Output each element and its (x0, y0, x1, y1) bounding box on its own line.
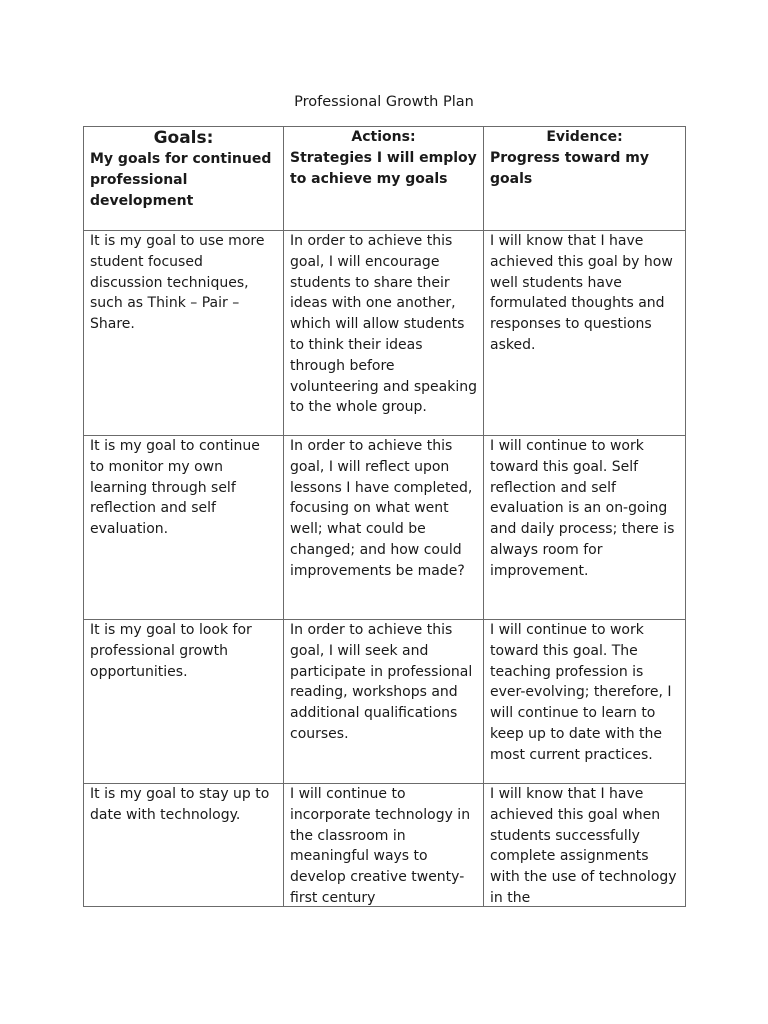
table-row (84, 784, 686, 907)
header-goals-subtitle: My goals for continued professional development (90, 151, 272, 209)
header-actions (284, 127, 484, 231)
header-actions-title: Actions: (351, 129, 416, 145)
evidence-cell (484, 620, 686, 784)
action-cell (284, 436, 484, 620)
action-text: I will continue to incorporate technology in the classroom in meaningful ways to develop creative twenty-first century (290, 786, 471, 906)
evidence-text: I will continue to work toward this goal. The teaching profession is ever-evolving; therefore, I will continue to learn to keep up to date with the most current practices. (490, 622, 672, 763)
goal-text: It is my goal to stay up to date with technology. (90, 786, 270, 823)
action-cell (284, 231, 484, 436)
evidence-text: I will continue to work toward this goal. Self reflection and self evaluation is an on-going and daily process; there is always room for improvement. (490, 438, 675, 579)
goal-cell (84, 784, 284, 907)
header-evidence-title: Evidence: (546, 129, 623, 145)
action-cell (284, 784, 484, 907)
growth-plan-table (83, 126, 686, 907)
header-goals-title: Goals: (153, 128, 214, 148)
document-title: Professional Growth Plan (294, 94, 474, 110)
table-row (84, 231, 686, 436)
table-header-row (84, 127, 686, 231)
goal-text: It is my goal to use more student focused discussion techniques, such as Think – Pair – Share. (90, 233, 265, 333)
action-text: In order to achieve this goal, I will encourage students to share their ideas with one another, which will allow students to think their ideas through before volunteering and speaking to the whole group. (290, 233, 477, 416)
action-text: In order to achieve this goal, I will seek and participate in professional reading, workshops and additional qualifications courses. (290, 622, 473, 742)
action-text: In order to achieve this goal, I will reflect upon lessons I have completed, focusing on what went well; what could be changed; and how could improvements be made? (290, 438, 473, 579)
goal-text: It is my goal to look for professional growth opportunities. (90, 622, 252, 680)
table-row (84, 620, 686, 784)
header-evidence (484, 127, 686, 231)
evidence-cell (484, 436, 686, 620)
evidence-cell (484, 231, 686, 436)
header-actions-subtitle: Strategies I will employ to achieve my goals (290, 149, 477, 187)
evidence-cell (484, 784, 686, 907)
goal-cell (84, 231, 284, 436)
table-row (84, 436, 686, 620)
goal-cell (84, 436, 284, 620)
action-cell (284, 620, 484, 784)
header-goals (84, 127, 284, 231)
evidence-text: I will know that I have achieved this goal by how well students have formulated thoughts and responses to questions asked. (490, 233, 673, 353)
header-evidence-subtitle: Progress toward my goals (490, 149, 649, 187)
evidence-text: I will know that I have achieved this goal when students successfully complete assignments with the use of technology in the (490, 786, 677, 906)
goal-cell (84, 620, 284, 784)
goal-text: It is my goal to continue to monitor my own learning through self reflection and self evaluation. (90, 438, 260, 538)
